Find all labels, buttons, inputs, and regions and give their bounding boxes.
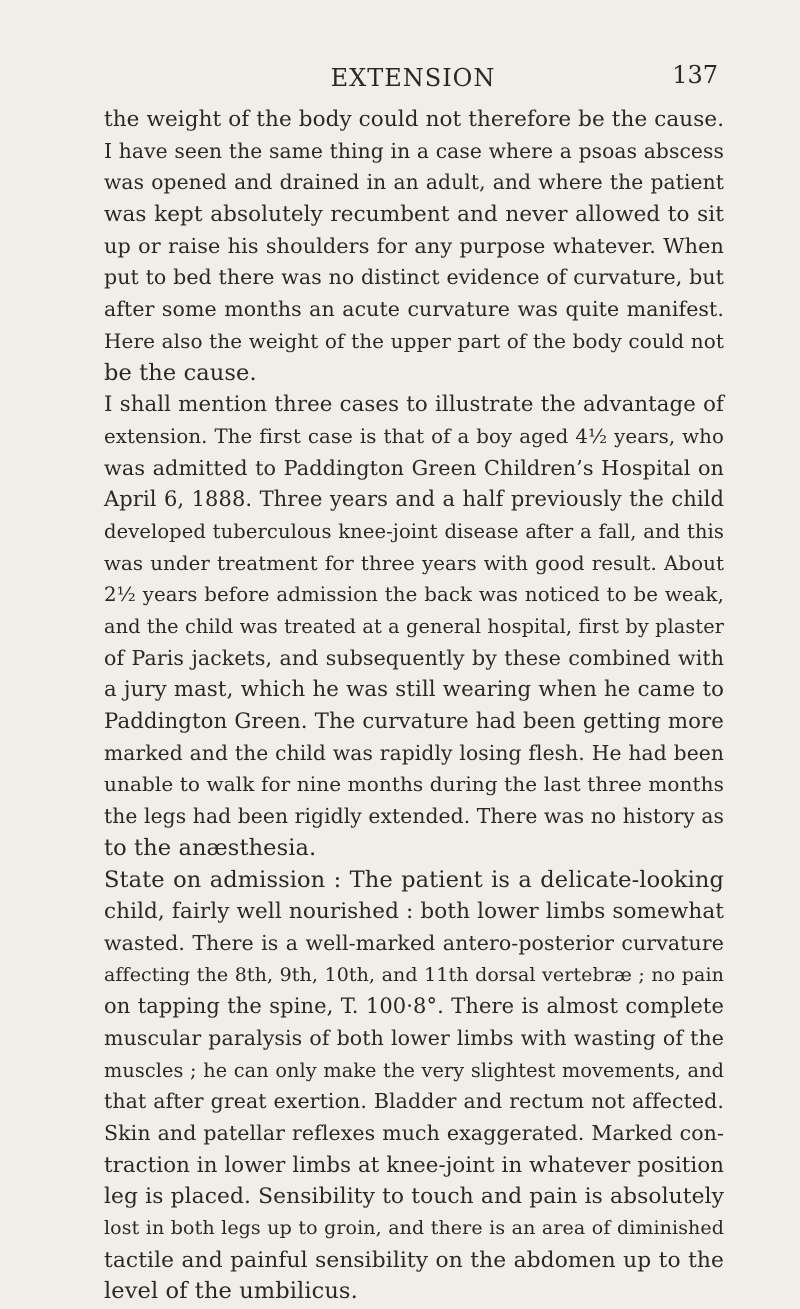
text-line: April 6, 1888. Three years and a half previously the child xyxy=(104,487,724,512)
text-line: the legs had been rigidly extended. There was no history as xyxy=(104,804,724,829)
text-line: wasted. There is a well-marked antero-posterior curvature xyxy=(104,930,724,955)
text-line: Paddington Green. The curvature had been getting more xyxy=(104,709,724,735)
text-line: was kept absolutely recumbent and never allowed to sit xyxy=(104,202,724,228)
text-line: I have seen the same thing in a case where a psoas abscess xyxy=(104,138,724,163)
text-line: affecting the 8th, 9th, 10th, and 11th dorsal vertebræ ; no pain xyxy=(104,963,724,986)
text-line: and the child was treated at a general hospital, first by plaster xyxy=(104,615,724,638)
text-line: unable to walk for nine months during the last three months xyxy=(104,772,724,797)
text-line: 2½ years before admission the back was noticed to be weak, xyxy=(104,583,724,607)
text-line: was opened and drained in an adult, and where the patient xyxy=(104,170,724,195)
text-line: Here also the weight of the upper part of the body could not xyxy=(104,328,724,353)
text-line: be the cause. xyxy=(104,359,257,386)
text-line: a jury mast, which he was still wearing when he came to xyxy=(104,677,724,703)
page-number: 137 xyxy=(672,61,718,89)
text-line: was admitted to Paddington Green Children’s Hospital on xyxy=(104,455,724,480)
text-line: on tapping the spine, T. 100·8°. There is almost complete xyxy=(104,994,724,1019)
text-line: after some months an acute curvature was quite manifest. xyxy=(104,297,724,322)
text-line: muscular paralysis of both lower limbs with wasting of the xyxy=(104,1025,724,1050)
text-line: tactile and painful sensibility on the abdomen up to the xyxy=(104,1247,724,1273)
text-line: level of the umbilicus. xyxy=(104,1278,358,1305)
text-line: I shall mention three cases to illustrate the advantage of xyxy=(104,392,724,418)
text-line: that after great exertion. Bladder and rectum not affected. xyxy=(104,1089,724,1114)
text-line: of Paris jackets, and subsequently by these combined with xyxy=(104,645,724,670)
text-line: leg is placed. Sensibility to touch and pain is absolutely xyxy=(104,1184,724,1210)
text-line: developed tuberculous knee-joint disease after a fall, and this xyxy=(104,519,724,543)
text-line: traction in lower limbs at knee-joint in whatever position xyxy=(104,1152,724,1178)
text-line: to the anæsthesia. xyxy=(104,834,317,861)
body-text xyxy=(104,104,724,1308)
text-line: child, fairly well nourished : both lower limbs somewhat xyxy=(104,899,724,925)
text-line: up or raise his shoulders for any purpose whatever. When xyxy=(104,233,724,258)
running-title: EXTENSION xyxy=(330,64,496,92)
text-line: Skin and patellar reflexes much exaggerated. Marked con- xyxy=(104,1121,724,1145)
text-line: lost in both legs up to groin, and there is an area of diminished xyxy=(104,1217,724,1240)
text-line: marked and the child was rapidly losing flesh. He had been xyxy=(104,740,724,765)
text-line: was under treatment for three years with good result. About xyxy=(104,551,724,575)
text-line: State on admission : The patient is a delicate-looking xyxy=(104,866,724,893)
text-line: muscles ; he can only make the very slightest movements, and xyxy=(104,1058,724,1082)
text-line: the weight of the body could not therefore be the cause. xyxy=(104,107,725,132)
running-head xyxy=(108,58,718,98)
text-line: extension. The first case is that of a boy aged 4½ years, who xyxy=(104,424,724,448)
text-line: put to bed there was no distinct evidence of curvature, but xyxy=(104,265,724,290)
